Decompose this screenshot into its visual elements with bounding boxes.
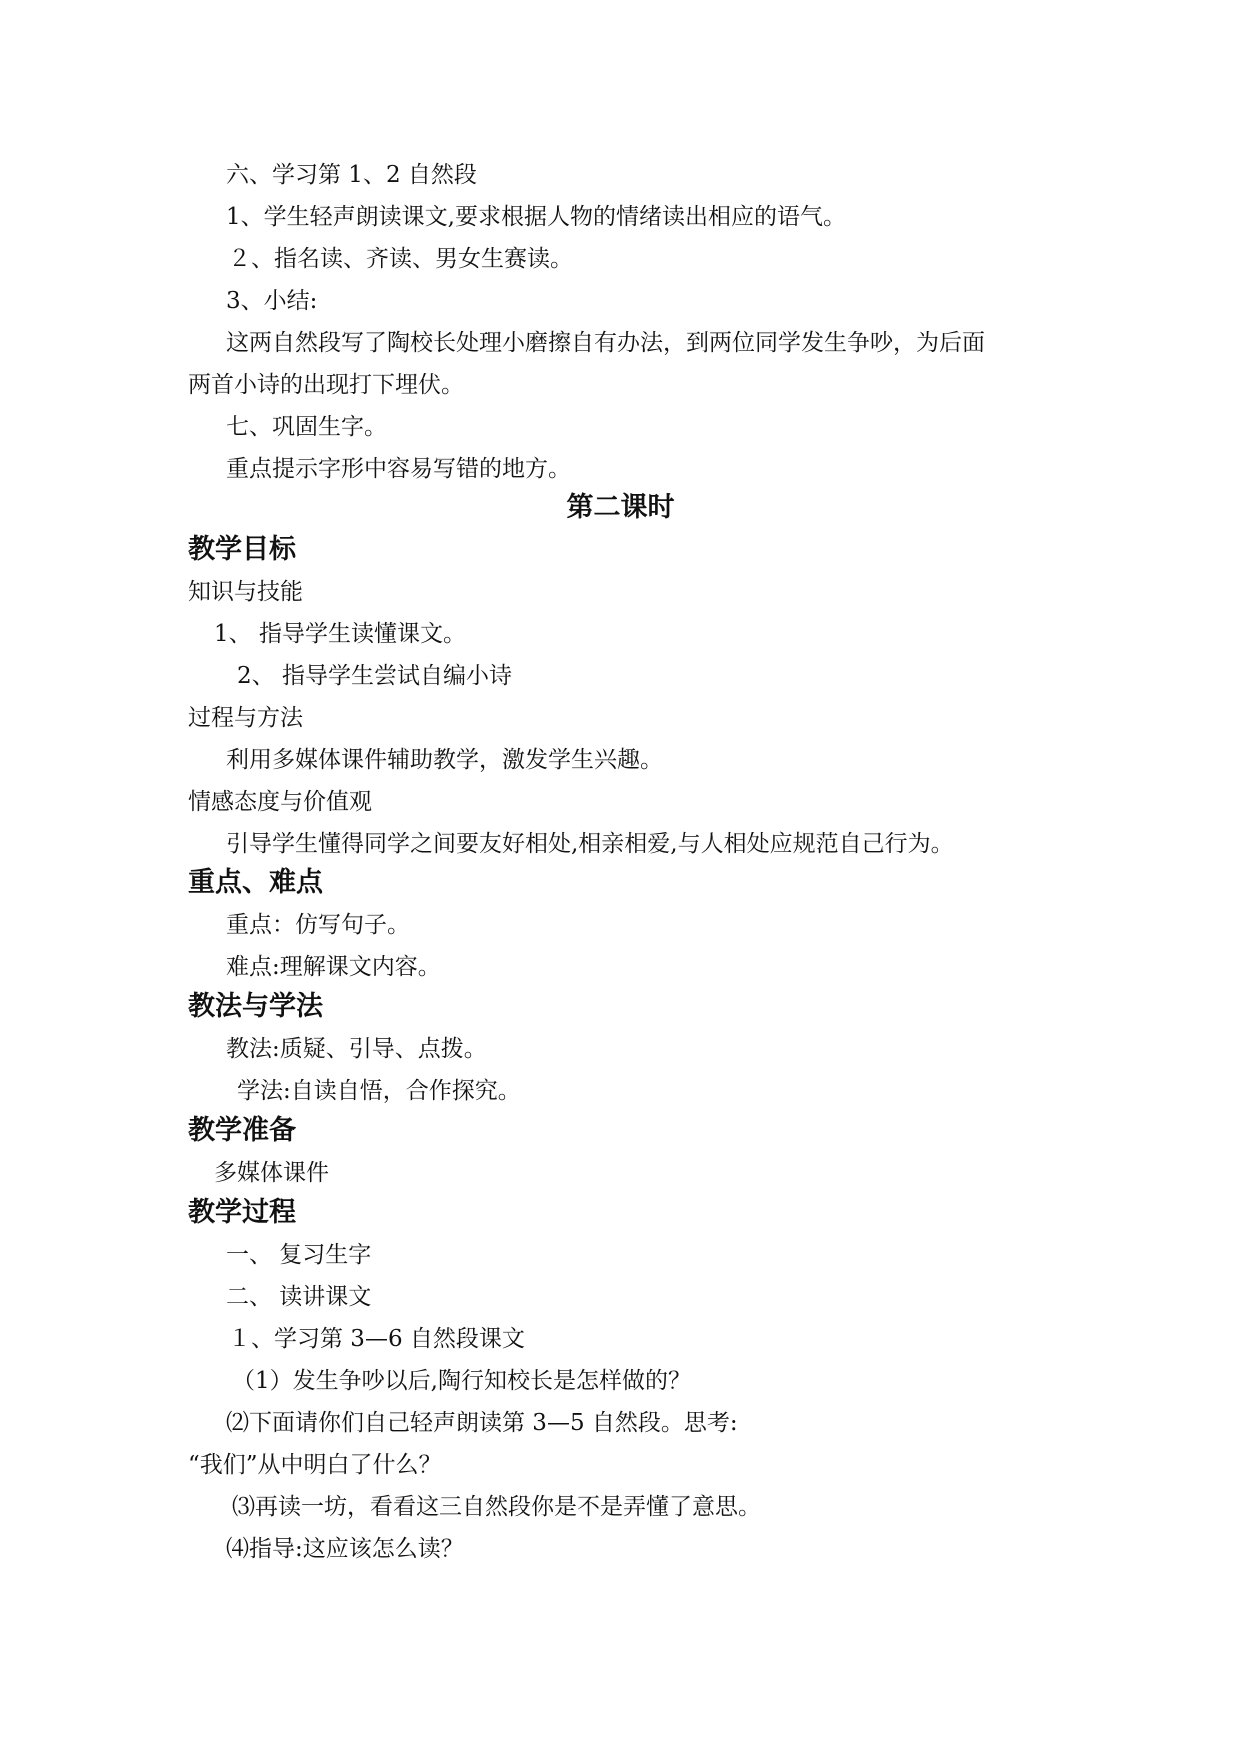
heading-teaching-goals: 教学目标 [188,534,296,565]
subheading-knowledge-skills: 知识与技能 [188,579,303,605]
paragraph-line: 难点:理解课文内容。 [226,954,441,980]
paragraph-line: 重点：仿写句子。 [226,912,410,938]
heading-key-points: 重点、难点 [188,867,323,898]
paragraph-line: 两首小诗的出现打下埋伏。 [188,372,464,398]
paragraph-line: １、学习第 3—6 自然段课文 [228,1326,525,1352]
paragraph-line: 3、小结: [226,288,318,314]
heading-preparation: 教学准备 [188,1115,296,1146]
heading-methods: 教法与学法 [188,991,323,1022]
paragraph-line: （1）发生争吵以后,陶行知校长是怎样做的？ [232,1368,691,1394]
paragraph-line: 重点提示字形中容易写错的地方。 [226,456,571,482]
heading-teaching-process: 教学过程 [188,1197,296,1228]
lesson-title: 第二课时 [566,492,675,523]
paragraph-line: 教法:质疑、引导、点拨。 [226,1036,487,1062]
list-item: 二、 读讲课文 [226,1284,372,1310]
paragraph-line: 多媒体课件 [214,1160,329,1186]
paragraph-line: ⑵下面请你们自己轻声朗读第 3—5 自然段。思考: [226,1410,738,1436]
list-item: 1、 指导学生读懂课文。 [214,621,466,647]
paragraph-line: ⑶再读一坊，看看这三自然段你是不是弄懂了意思。 [232,1494,761,1520]
subheading-emotion-values: 情感态度与价值观 [188,789,372,815]
paragraph-line: “我们”从中明白了什么？ [188,1452,442,1478]
paragraph-line: 引导学生懂得同学之间要友好相处,相亲相爱,与人相处应规范自己行为。 [226,831,954,857]
list-item: 2、 指导学生尝试自编小诗 [237,663,512,689]
list-item: 一、 复习生字 [226,1242,372,1268]
section-seven-title: 七、巩固生字。 [226,414,387,440]
paragraph-line: 利用多媒体课件辅助教学，激发学生兴趣。 [226,747,663,773]
subheading-process-methods: 过程与方法 [188,705,303,731]
section-six-title: 六、学习第 1、2 自然段 [226,162,477,188]
paragraph-line: ⑷指导:这应该怎么读？ [226,1536,464,1562]
paragraph-line: 1、学生轻声朗读课文,要求根据人物的情绪读出相应的语气。 [226,204,846,230]
paragraph-line: 学法:自读自悟，合作探究。 [237,1078,521,1104]
paragraph-line: 这两自然段写了陶校长处理小磨擦自有办法，到两位同学发生争吵，为后面 [226,330,985,356]
paragraph-line: ２、指名读、齐读、男女生赛读。 [228,246,573,272]
